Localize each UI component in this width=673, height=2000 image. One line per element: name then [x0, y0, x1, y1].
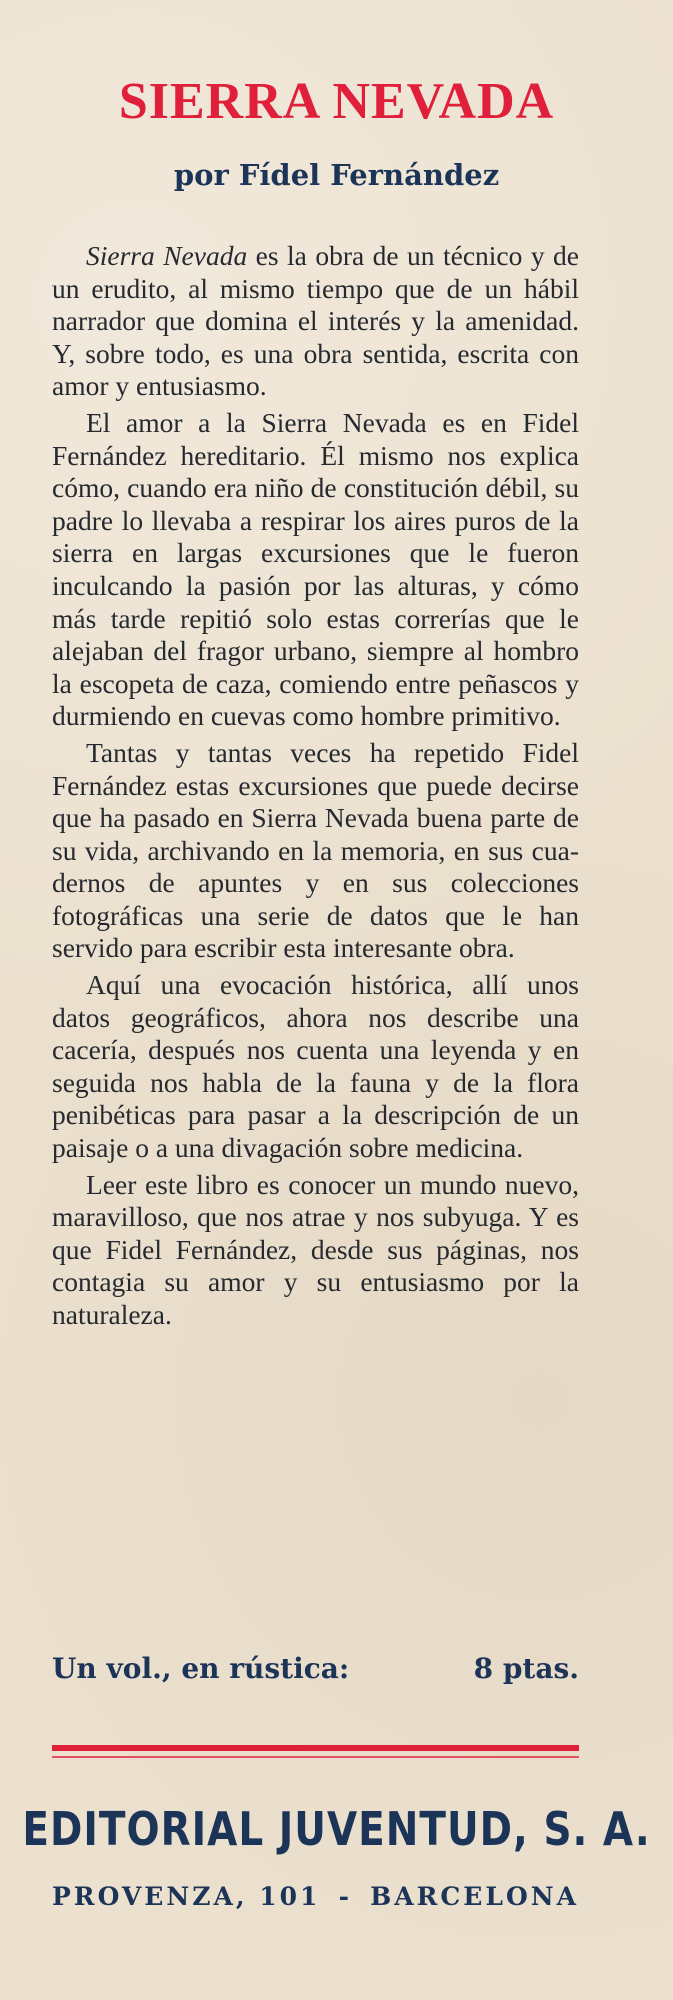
book-title: SIERRA NEVADA: [118, 73, 555, 130]
price-value: 8 ptas.: [473, 1652, 579, 1685]
description-body: [52, 240, 579, 1336]
paragraph-5-text: Leer este libro es conocer un mundo nuevo, maravilloso, que nos atrae y nos subyuga. Y es que Fidel Fernández, desde sus páginas, nos contagia su amor y su entusiasmo por la naturaleza.: [52, 1168, 579, 1330]
price-line: [52, 1652, 579, 1685]
paragraph-2: [52, 407, 579, 733]
address-street: PROVENZA, 101: [52, 1882, 321, 1911]
publisher-name: EDITORIAL JUVENTUD, S. A.: [22, 1803, 651, 1858]
paragraph-4: [52, 969, 579, 1165]
paragraph-5: [52, 1169, 579, 1332]
paragraph-1: [52, 240, 579, 403]
red-divider-rule: [52, 1745, 579, 1751]
paragraph-4-text: Aquí una evocación histórica, allí unos datos geográficos, ahora nos describe una cacería, después nos cuenta una leyenda y en seguida nos habla de la fauna y de la flora penibéticas para pasar a la descripción de un paisaje o a una divagación sobre medicina.: [52, 969, 579, 1164]
author-byline: por Fídel Fernández: [173, 158, 500, 192]
paragraph-1-text: es la obra de un técnico y de un erudito, al mismo tiempo que de un hábil narrador que domina el interés y la amenidad. Y, sobre todo, es una obra sentida, escrita con amor y entusiasmo.: [52, 240, 579, 402]
address-city: BARCELONA: [370, 1882, 579, 1911]
paragraph-1-title-ref: Sierra Nevada: [86, 240, 248, 271]
address-separator: -: [338, 1882, 352, 1911]
price-label: Un vol., en rústica:: [52, 1652, 350, 1685]
paragraph-2-text: El amor a la Sierra Nevada es en Fidel Fernández hereditario. Él mismo nos explica cómo, cuando era niño de constitución débil, su padre lo llevaba a respirar los aires puros de la sierra en largas excursiones que le fueron inculcando la pasión por las alturas, y cómo más tarde repitió solo estas correrías que le alejaban del fragor urbano, siempre al hombro la escopeta de caza, comiendo entre peñascos y durmiendo en cuevas como hombre primitivo.: [52, 406, 579, 732]
red-divider-thin-rule: [52, 1756, 579, 1758]
paragraph-3: [52, 737, 579, 965]
publisher-address: [52, 1882, 579, 1911]
paragraph-3-text: Tantas y tantas veces ha repetido Fidel Fernández estas excursiones que puede decirse que ha pasado en Sierra Nevada buena parte de su vida, archivando en la memoria, en sus cuadernos de apuntes y en sus colecciones fotográficas una serie de datos que le han servido para escribir esta interesante obra.: [52, 736, 579, 964]
